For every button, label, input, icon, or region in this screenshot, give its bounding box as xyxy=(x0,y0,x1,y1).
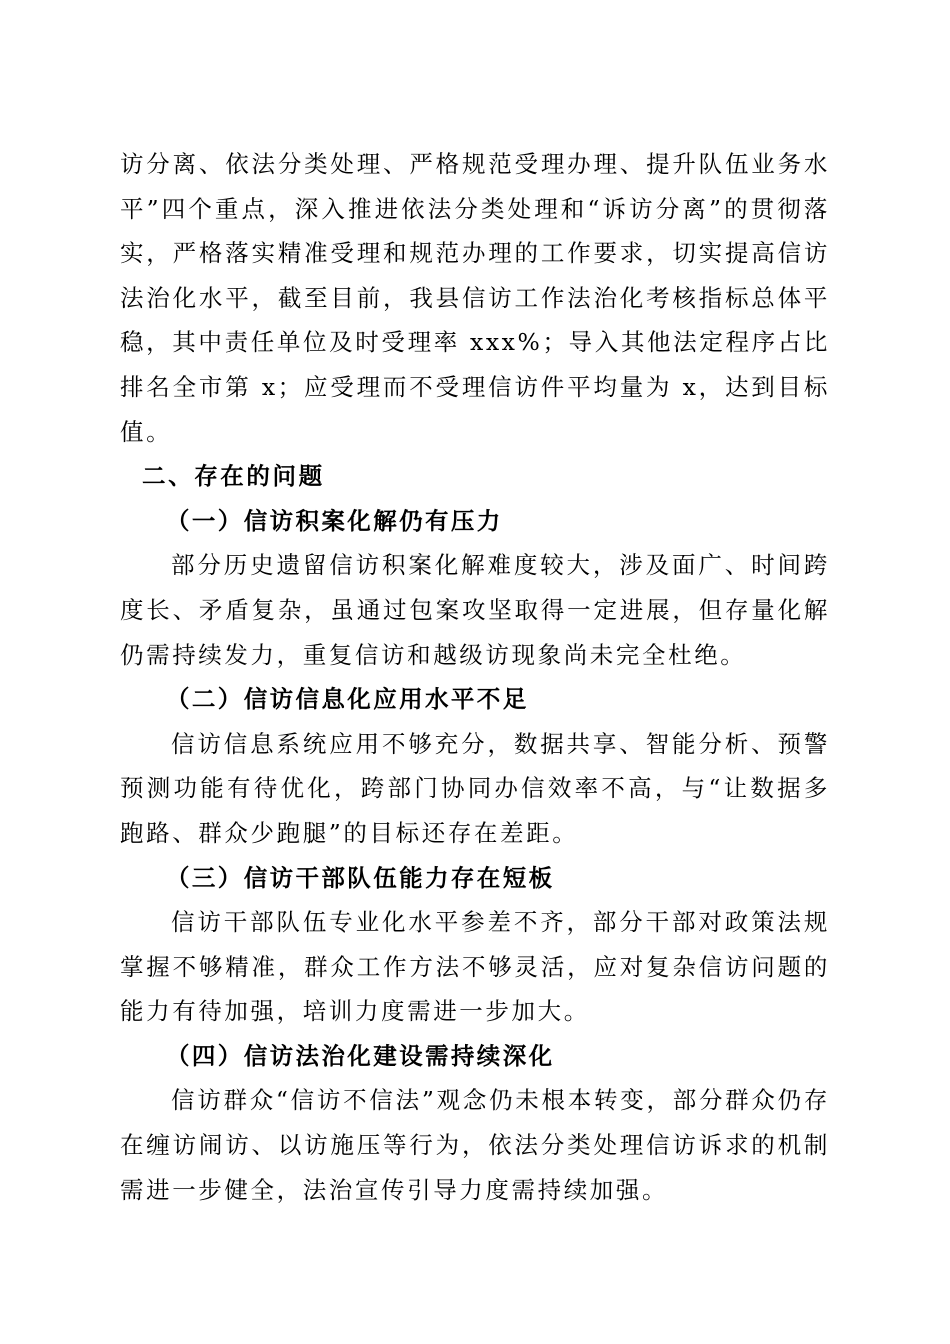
section-title: 二、存在的问题 xyxy=(142,462,325,491)
intro-paragraph: 访分离、依法分类处理、严格规范受理办理、提升队伍业务水平”四个重点，深入推进依法分类处理和“诉访分离”的贯彻落实，严格落实精准受理和规范办理的工作要求，切实提高信访法治化水平，截至目前，我县信访工作法治化考核指标总体平稳，其中责任单位及时受理率 xxx%；导入其他法定程序占比排名全市第 x；应受理而不受理信访件平均量为 x，达到目标值。 xyxy=(120,150,830,446)
problem-section-3 xyxy=(120,856,830,1034)
problem-section-4 xyxy=(120,1034,830,1212)
problem-heading-2: （二）信访信息化应用水平不足 xyxy=(166,685,529,714)
problem-section-2 xyxy=(120,677,830,855)
document-page xyxy=(120,142,830,1212)
problem-heading-1: （一）信访积案化解仍有压力 xyxy=(166,506,503,535)
problem-heading-3: （三）信访干部队伍能力存在短板 xyxy=(166,863,555,892)
problem-body-3: 信访干部队伍专业化水平参差不齐，部分干部对政策法规掌握不够精准，群众工作方法不够灵活，应对复杂信访问题的能力有待加强，培训力度需进一步加大。 xyxy=(120,908,830,1026)
problem-body-1: 部分历史遗留信访积案化解难度较大，涉及面广、时间跨度长、矛盾复杂，虽通过包案攻坚取得一定进展，但存量化解仍需持续发力，重复信访和越级访现象尚未完全杜绝。 xyxy=(120,551,830,669)
problem-heading-4: （四）信访法治化建设需持续深化 xyxy=(166,1041,555,1070)
problem-section-1 xyxy=(120,499,830,677)
problem-body-2: 信访信息系统应用不够充分，数据共享、智能分析、预警预测功能有待优化，跨部门协同办信效率不高，与“让数据多跑路、群众少跑腿”的目标还存在差距。 xyxy=(120,729,830,847)
problem-body-4: 信访群众“信访不信法”观念仍未根本转变，部分群众仍存在缠访闹访、以访施压等行为，依法分类处理信访诉求的机制需进一步健全，法治宣传引导力度需持续加强。 xyxy=(120,1086,830,1204)
